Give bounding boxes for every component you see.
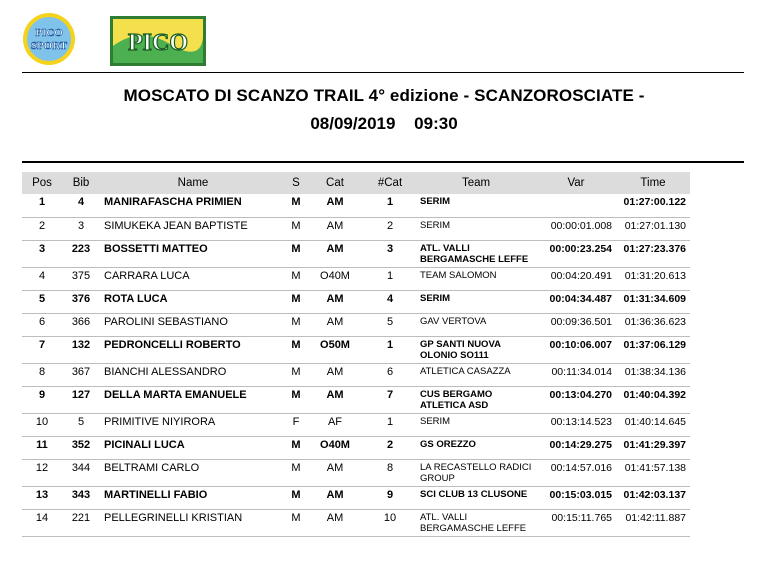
row-time: 01:42:03.137 xyxy=(616,486,690,509)
row-sex: M xyxy=(286,336,306,363)
row-time: 01:31:20.613 xyxy=(616,267,690,290)
row-time: 01:41:57.138 xyxy=(616,459,690,486)
row-bib: 132 xyxy=(62,336,100,363)
row-bib: 223 xyxy=(62,240,100,267)
row-var: 00:13:14.523 xyxy=(536,413,616,436)
table-row xyxy=(22,436,690,459)
row-pos: 13 xyxy=(22,486,62,509)
row-sex: M xyxy=(286,486,306,509)
col-var: Var xyxy=(536,172,616,194)
row-bib: 375 xyxy=(62,267,100,290)
row-sex: M xyxy=(286,509,306,536)
row-team: SERIM xyxy=(416,217,536,240)
row-pos: 2 xyxy=(22,217,62,240)
row-var: 00:04:20.491 xyxy=(536,267,616,290)
row-team: SCI CLUB 13 CLUSONE xyxy=(416,486,536,509)
row-sex: M xyxy=(286,313,306,336)
row-catpos: 8 xyxy=(364,459,416,486)
row-bib: 5 xyxy=(62,413,100,436)
row-sex: F xyxy=(286,413,306,436)
table-row xyxy=(22,240,690,267)
row-catpos: 10 xyxy=(364,509,416,536)
row-name: PICINALI LUCA xyxy=(100,436,286,459)
row-var: 00:11:34.014 xyxy=(536,363,616,386)
table-row xyxy=(22,336,690,363)
row-catpos: 6 xyxy=(364,363,416,386)
col-bib: Bib xyxy=(62,172,100,194)
row-sex: M xyxy=(286,363,306,386)
row-cat: O40M xyxy=(306,267,364,290)
row-bib: 3 xyxy=(62,217,100,240)
col-cat: Cat xyxy=(306,172,364,194)
row-bib: 344 xyxy=(62,459,100,486)
row-catpos: 1 xyxy=(364,413,416,436)
race-time: 09:30 xyxy=(414,114,458,133)
row-cat: AM xyxy=(306,509,364,536)
row-sex: M xyxy=(286,459,306,486)
row-time: 01:40:14.645 xyxy=(616,413,690,436)
row-catpos: 2 xyxy=(364,436,416,459)
row-team: ATLETICA CASAZZA xyxy=(416,363,536,386)
row-team: SERIM xyxy=(416,194,536,217)
table-row xyxy=(22,194,690,217)
race-title: MOSCATO DI SCANZO TRAIL 4° edizione - SCANZOROSCIATE - xyxy=(123,86,645,105)
col-sex: S xyxy=(286,172,306,194)
table-row xyxy=(22,290,690,313)
col-catpos: #Cat xyxy=(364,172,416,194)
row-pos: 12 xyxy=(22,459,62,486)
row-name: MARTINELLI FABIO xyxy=(100,486,286,509)
row-pos: 14 xyxy=(22,509,62,536)
row-name: DELLA MARTA EMANUELE xyxy=(100,386,286,413)
row-catpos: 1 xyxy=(364,267,416,290)
row-name: MANIRAFASCHA PRIMIEN xyxy=(100,194,286,217)
row-team: SERIM xyxy=(416,290,536,313)
results-table xyxy=(22,172,690,537)
row-cat: AM xyxy=(306,386,364,413)
row-var: 00:14:57.016 xyxy=(536,459,616,486)
row-var xyxy=(536,194,616,217)
row-var: 00:00:23.254 xyxy=(536,240,616,267)
row-sex: M xyxy=(286,217,306,240)
top-rule xyxy=(22,72,744,73)
col-pos: Pos xyxy=(22,172,62,194)
row-pos: 7 xyxy=(22,336,62,363)
row-team: ATL. VALLI BERGAMASCHE LEFFE xyxy=(416,240,536,267)
row-var: 00:00:01.008 xyxy=(536,217,616,240)
row-name: ROTA LUCA xyxy=(100,290,286,313)
row-cat: AM xyxy=(306,217,364,240)
row-bib: 366 xyxy=(62,313,100,336)
col-team: Team xyxy=(416,172,536,194)
row-pos: 1 xyxy=(22,194,62,217)
row-var: 00:10:06.007 xyxy=(536,336,616,363)
row-bib: 127 xyxy=(62,386,100,413)
row-team: ATL. VALLI BERGAMASCHE LEFFE xyxy=(416,509,536,536)
row-pos: 3 xyxy=(22,240,62,267)
row-bib: 343 xyxy=(62,486,100,509)
row-bib: 376 xyxy=(62,290,100,313)
row-team: CUS BERGAMO ATLETICA ASD xyxy=(416,386,536,413)
table-row xyxy=(22,459,690,486)
logo2-text: PICO xyxy=(128,30,188,56)
row-catpos: 9 xyxy=(364,486,416,509)
row-name: PRIMITIVE NIYIRORA xyxy=(100,413,286,436)
row-team: GS OREZZO xyxy=(416,436,536,459)
row-time: 01:42:11.887 xyxy=(616,509,690,536)
row-catpos: 4 xyxy=(364,290,416,313)
row-name: PELLEGRINELLI KRISTIAN xyxy=(100,509,286,536)
row-pos: 4 xyxy=(22,267,62,290)
row-cat: AM xyxy=(306,290,364,313)
row-bib: 221 xyxy=(62,509,100,536)
row-time: 01:27:01.130 xyxy=(616,217,690,240)
row-time: 01:31:34.609 xyxy=(616,290,690,313)
race-date: 08/09/2019 xyxy=(310,114,396,133)
row-time: 01:40:04.392 xyxy=(616,386,690,413)
row-pos: 9 xyxy=(22,386,62,413)
row-name: CARRARA LUCA xyxy=(100,267,286,290)
row-cat: AF xyxy=(306,413,364,436)
table-header xyxy=(22,172,690,194)
row-time: 01:37:06.129 xyxy=(616,336,690,363)
table-row xyxy=(22,413,690,436)
row-time: 01:27:00.122 xyxy=(616,194,690,217)
row-catpos: 5 xyxy=(364,313,416,336)
row-bib: 367 xyxy=(62,363,100,386)
row-team: GAV VERTOVA xyxy=(416,313,536,336)
row-name: BIANCHI ALESSANDRO xyxy=(100,363,286,386)
row-catpos: 7 xyxy=(364,386,416,413)
table-row xyxy=(22,217,690,240)
row-team: TEAM SALOMON xyxy=(416,267,536,290)
row-pos: 5 xyxy=(22,290,62,313)
row-sex: M xyxy=(286,386,306,413)
row-time: 01:41:29.397 xyxy=(616,436,690,459)
row-catpos: 1 xyxy=(364,336,416,363)
row-var: 00:13:04.270 xyxy=(536,386,616,413)
row-var: 00:15:11.765 xyxy=(536,509,616,536)
table-row xyxy=(22,509,690,536)
row-name: BELTRAMI CARLO xyxy=(100,459,286,486)
pico-team-logo xyxy=(110,16,206,66)
col-name: Name xyxy=(100,172,286,194)
row-pos: 11 xyxy=(22,436,62,459)
row-team: SERIM xyxy=(416,413,536,436)
row-time: 01:27:23.376 xyxy=(616,240,690,267)
logo-text-line1: PICO xyxy=(35,27,63,39)
col-time: Time xyxy=(616,172,690,194)
row-var: 00:04:34.487 xyxy=(536,290,616,313)
row-team: LA RECASTELLO RADICI GROUP xyxy=(416,459,536,486)
row-time: 01:38:34.136 xyxy=(616,363,690,386)
header-rule xyxy=(22,161,744,163)
logo-text-line2: SPORT xyxy=(30,40,68,52)
row-pos: 6 xyxy=(22,313,62,336)
row-cat: AM xyxy=(306,459,364,486)
row-sex: M xyxy=(286,290,306,313)
row-cat: O40M xyxy=(306,436,364,459)
row-name: PAROLINI SEBASTIANO xyxy=(100,313,286,336)
row-catpos: 3 xyxy=(364,240,416,267)
row-catpos: 2 xyxy=(364,217,416,240)
table-row xyxy=(22,363,690,386)
row-time: 01:36:36.623 xyxy=(616,313,690,336)
row-var: 00:15:03.015 xyxy=(536,486,616,509)
row-cat: O50M xyxy=(306,336,364,363)
table-row xyxy=(22,386,690,413)
row-sex: M xyxy=(286,194,306,217)
row-cat: AM xyxy=(306,486,364,509)
pico-sport-logo xyxy=(22,12,76,66)
row-sex: M xyxy=(286,240,306,267)
row-pos: 8 xyxy=(22,363,62,386)
row-sex: M xyxy=(286,267,306,290)
row-sex: M xyxy=(286,436,306,459)
row-name: SIMUKEKA JEAN BAPTISTE xyxy=(100,217,286,240)
row-cat: AM xyxy=(306,240,364,267)
row-catpos: 1 xyxy=(364,194,416,217)
table-row xyxy=(22,486,690,509)
row-name: PEDRONCELLI ROBERTO xyxy=(100,336,286,363)
row-var: 00:14:29.275 xyxy=(536,436,616,459)
table-row xyxy=(22,313,690,336)
row-cat: AM xyxy=(306,363,364,386)
row-cat: AM xyxy=(306,194,364,217)
race-datetime xyxy=(0,114,768,134)
row-cat: AM xyxy=(306,313,364,336)
row-pos: 10 xyxy=(22,413,62,436)
row-bib: 352 xyxy=(62,436,100,459)
row-name: BOSSETTI MATTEO xyxy=(100,240,286,267)
row-bib: 4 xyxy=(62,194,100,217)
row-team: GP SANTI NUOVA OLONIO SO111 xyxy=(416,336,536,363)
table-row xyxy=(22,267,690,290)
row-var: 00:09:36.501 xyxy=(536,313,616,336)
